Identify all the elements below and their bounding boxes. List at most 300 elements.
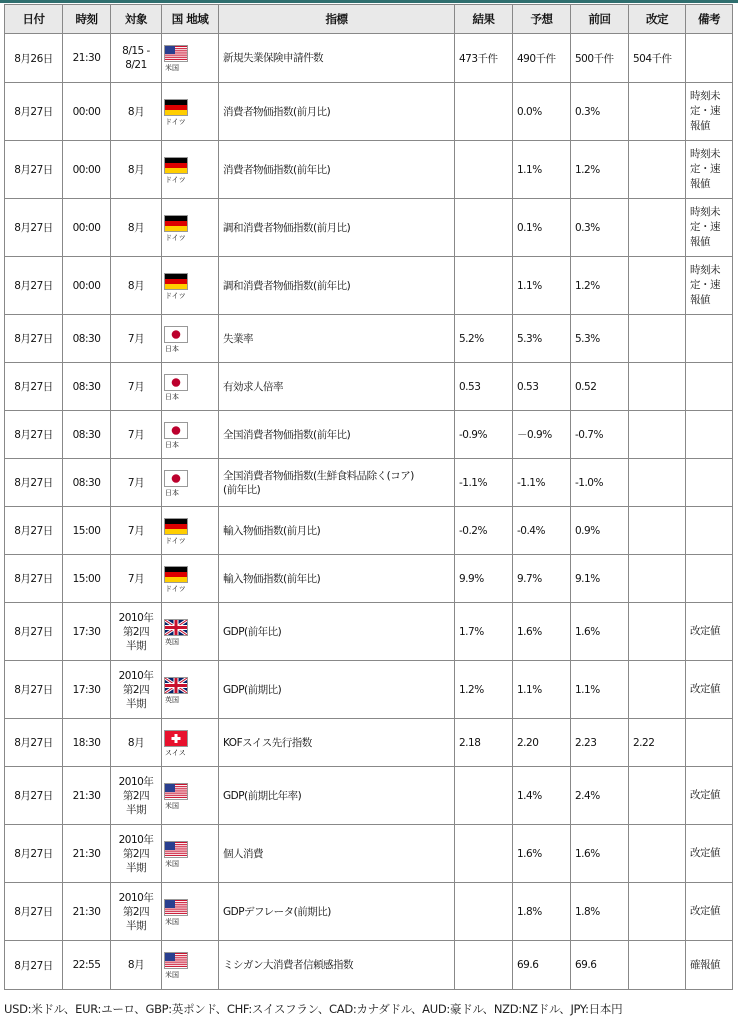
table-row: [5, 34, 733, 83]
result-cell: [455, 83, 513, 141]
country-flag: [165, 216, 193, 242]
country-cell: [162, 719, 219, 767]
previous-cell: 5.3%: [571, 315, 629, 363]
period-text: 2010年 第2四 半期: [118, 611, 154, 652]
period-text: 8月: [127, 736, 145, 749]
note-cell: [686, 719, 733, 767]
germany-flag-icon: [165, 567, 187, 582]
time-cell: 08:30: [63, 459, 111, 507]
table-row: [5, 459, 733, 507]
date-cell: 8月27日: [5, 825, 63, 883]
country-flag: [165, 274, 193, 300]
period-cell: [111, 411, 162, 459]
country-label: 日本: [165, 488, 179, 497]
period-cell: [111, 825, 162, 883]
forecast-cell: 0.1%: [513, 199, 571, 257]
previous-cell: 1.2%: [571, 141, 629, 199]
result-cell: [455, 141, 513, 199]
time-cell: 00:00: [63, 257, 111, 315]
revised-cell: [629, 257, 686, 315]
germany-flag-icon: [165, 519, 187, 534]
indicator-text: 失業率: [223, 332, 253, 345]
time-cell: 08:30: [63, 363, 111, 411]
date-cell: 8月27日: [5, 363, 63, 411]
note-cell: [686, 603, 733, 661]
forecast-cell: －0.9%: [513, 411, 571, 459]
us-flag-icon: [165, 842, 187, 857]
previous-cell: 2.4%: [571, 767, 629, 825]
time-cell: 18:30: [63, 719, 111, 767]
header-time: 時刻: [63, 5, 111, 34]
table-row: [5, 941, 733, 990]
country-flag: [165, 784, 193, 810]
header-note: 備考: [686, 5, 733, 34]
indicator-text: GDPデフレータ(前期比): [223, 905, 331, 918]
country-cell: [162, 555, 219, 603]
country-label: 米国: [165, 801, 179, 810]
indicator-cell: [219, 883, 455, 941]
date-cell: 8月27日: [5, 883, 63, 941]
country-cell: [162, 825, 219, 883]
period-text: 7月: [127, 524, 145, 537]
note-cell: [686, 767, 733, 825]
revised-cell: [629, 825, 686, 883]
period-cell: [111, 941, 162, 990]
period-cell: [111, 315, 162, 363]
indicator-text: GDP(前期比): [223, 683, 282, 696]
result-cell: 5.2%: [455, 315, 513, 363]
table-row: [5, 363, 733, 411]
previous-cell: 1.2%: [571, 257, 629, 315]
country-flag: [165, 158, 193, 184]
table-row: [5, 719, 733, 767]
previous-cell: 1.8%: [571, 883, 629, 941]
period-text: 2010年 第2四 半期: [118, 891, 154, 932]
table-row: [5, 883, 733, 941]
forecast-cell: 1.1%: [513, 661, 571, 719]
country-cell: [162, 941, 219, 990]
result-cell: -1.1%: [455, 459, 513, 507]
indicator-cell: [219, 603, 455, 661]
country-flag: [165, 953, 193, 979]
result-cell: -0.2%: [455, 507, 513, 555]
revised-cell: [629, 883, 686, 941]
note-text: 時刻未 定・速 報値: [690, 90, 720, 132]
indicator-cell: [219, 83, 455, 141]
header-forecast: 予想: [513, 5, 571, 34]
period-cell: [111, 363, 162, 411]
time-cell: 21:30: [63, 825, 111, 883]
country-label: スイス: [165, 748, 186, 757]
note-cell: [686, 825, 733, 883]
table-row: [5, 767, 733, 825]
time-cell: 15:00: [63, 555, 111, 603]
note-cell: [686, 411, 733, 459]
country-flag: [165, 567, 193, 593]
country-cell: [162, 363, 219, 411]
period-cell: [111, 661, 162, 719]
country-flag: [165, 519, 193, 545]
country-cell: [162, 459, 219, 507]
indicator-text: 全国消費者物価指数(生鮮食料品除く(コア) (前年比): [223, 469, 414, 496]
country-flag: [165, 46, 193, 72]
table-row: [5, 257, 733, 315]
period-text: 8/15 - 8/21: [122, 45, 150, 71]
table-row: [5, 199, 733, 257]
date-cell: 8月27日: [5, 507, 63, 555]
revised-cell: [629, 555, 686, 603]
period-cell: [111, 767, 162, 825]
revised-cell: [629, 83, 686, 141]
period-cell: [111, 719, 162, 767]
country-label: ドイツ: [165, 584, 186, 593]
period-cell: [111, 459, 162, 507]
indicator-cell: [219, 941, 455, 990]
time-cell: 00:00: [63, 199, 111, 257]
forecast-cell: 0.0%: [513, 83, 571, 141]
date-cell: 8月27日: [5, 719, 63, 767]
period-text: 8月: [127, 221, 145, 234]
forecast-cell: 490千件: [513, 34, 571, 83]
note-text: 改定値: [690, 789, 720, 801]
period-cell: [111, 199, 162, 257]
result-cell: [455, 883, 513, 941]
result-cell: 0.53: [455, 363, 513, 411]
period-cell: [111, 141, 162, 199]
indicator-cell: [219, 825, 455, 883]
period-text: 8月: [127, 959, 145, 971]
japan-flag-icon: [165, 327, 187, 342]
note-cell: [686, 141, 733, 199]
time-cell: 22:55: [63, 941, 111, 990]
time-cell: 21:30: [63, 34, 111, 83]
date-cell: 8月27日: [5, 941, 63, 990]
forecast-cell: 0.53: [513, 363, 571, 411]
revised-cell: [629, 459, 686, 507]
result-cell: 2.18: [455, 719, 513, 767]
indicator-text: 輸入物価指数(前年比): [223, 572, 321, 585]
note-text: 改定値: [690, 905, 720, 917]
indicator-text: 有効求人倍率: [223, 380, 283, 393]
note-text: 改定値: [690, 847, 720, 859]
previous-cell: -0.7%: [571, 411, 629, 459]
economic-calendar-table: [4, 4, 733, 990]
period-text: 7月: [127, 572, 145, 585]
country-label: 日本: [165, 440, 179, 449]
indicator-cell: [219, 459, 455, 507]
period-text: 7月: [127, 476, 145, 489]
japan-flag-icon: [165, 471, 187, 486]
indicator-text: ミシガン大消費者信頼感指数: [223, 959, 353, 971]
revised-cell: 504千件: [629, 34, 686, 83]
date-cell: 8月27日: [5, 199, 63, 257]
date-cell: 8月27日: [5, 603, 63, 661]
country-label: ドイツ: [165, 536, 186, 545]
period-cell: [111, 257, 162, 315]
country-cell: [162, 141, 219, 199]
indicator-cell: [219, 555, 455, 603]
period-text: 2010年 第2四 半期: [118, 833, 154, 874]
indicator-text: 輸入物価指数(前月比): [223, 524, 321, 537]
us-flag-icon: [165, 46, 187, 61]
revised-cell: [629, 411, 686, 459]
forecast-cell: 9.7%: [513, 555, 571, 603]
previous-cell: -1.0%: [571, 459, 629, 507]
country-label: ドイツ: [165, 233, 186, 242]
period-text: 8月: [127, 163, 145, 176]
header-period: 対象: [111, 5, 162, 34]
note-text: 確報値: [690, 958, 720, 971]
revised-cell: [629, 363, 686, 411]
period-text: 2010年 第2四 半期: [118, 775, 154, 816]
indicator-cell: [219, 411, 455, 459]
revised-cell: [629, 603, 686, 661]
country-cell: [162, 34, 219, 83]
indicator-cell: [219, 661, 455, 719]
period-text: 7月: [127, 428, 145, 441]
forecast-cell: 1.4%: [513, 767, 571, 825]
uk-flag-icon: [165, 620, 187, 635]
table-row: [5, 603, 733, 661]
indicator-cell: [219, 315, 455, 363]
country-cell: [162, 83, 219, 141]
period-cell: [111, 555, 162, 603]
time-cell: 17:30: [63, 603, 111, 661]
country-flag: [165, 100, 193, 126]
period-text: 7月: [127, 380, 145, 393]
header-revised: 改定: [629, 5, 686, 34]
result-cell: 1.2%: [455, 661, 513, 719]
country-flag: [165, 375, 193, 401]
period-cell: [111, 603, 162, 661]
country-cell: [162, 603, 219, 661]
note-cell: [686, 315, 733, 363]
date-cell: 8月27日: [5, 83, 63, 141]
date-cell: 8月27日: [5, 767, 63, 825]
germany-flag-icon: [165, 216, 187, 231]
time-cell: 15:00: [63, 507, 111, 555]
note-cell: [686, 459, 733, 507]
forecast-cell: 1.6%: [513, 825, 571, 883]
currency-legend: USD:米ドル、EUR:ユーロ、GBP:英ポンド、CHF:スイスフラン、CAD:カナダドル、AUD:豪ドル、NZD:NZドル、JPY:日本円: [4, 1002, 623, 1016]
period-cell: [111, 507, 162, 555]
table-row: [5, 411, 733, 459]
header-previous: 前回: [571, 5, 629, 34]
revised-cell: [629, 315, 686, 363]
result-cell: 473千件: [455, 34, 513, 83]
country-label: 米国: [165, 64, 179, 72]
germany-flag-icon: [165, 274, 187, 289]
country-cell: [162, 315, 219, 363]
previous-cell: 9.1%: [571, 555, 629, 603]
note-cell: [686, 363, 733, 411]
date-cell: 8月27日: [5, 661, 63, 719]
country-flag: [165, 900, 193, 926]
us-flag-icon: [165, 784, 187, 799]
country-label: ドイツ: [165, 291, 186, 300]
swiss-flag-icon: [165, 731, 187, 746]
forecast-cell: -1.1%: [513, 459, 571, 507]
result-cell: -0.9%: [455, 411, 513, 459]
indicator-text: 消費者物価指数(前月比): [223, 105, 331, 118]
country-flag: [165, 842, 193, 868]
indicator-text: 消費者物価指数(前年比): [223, 163, 331, 176]
result-cell: 1.7%: [455, 603, 513, 661]
period-text: 7月: [127, 332, 145, 345]
indicator-text: 調和消費者物価指数(前年比): [223, 279, 351, 292]
time-cell: 21:30: [63, 883, 111, 941]
indicator-text: 全国消費者物価指数(前年比): [223, 428, 351, 441]
forecast-cell: 1.6%: [513, 603, 571, 661]
time-cell: 08:30: [63, 411, 111, 459]
us-flag-icon: [165, 953, 187, 968]
indicator-text: GDP(前期比年率): [223, 789, 302, 802]
result-cell: [455, 767, 513, 825]
table-row: [5, 507, 733, 555]
indicator-cell: [219, 34, 455, 83]
result-cell: 9.9%: [455, 555, 513, 603]
period-cell: [111, 34, 162, 83]
header-indicator: 指標: [219, 5, 455, 34]
calendar-container: [4, 4, 732, 990]
country-cell: [162, 883, 219, 941]
note-text: 改定値: [690, 683, 720, 695]
indicator-text: 調和消費者物価指数(前月比): [223, 221, 351, 234]
table-row: [5, 141, 733, 199]
country-label: 米国: [165, 917, 179, 926]
germany-flag-icon: [165, 158, 187, 173]
table-row: [5, 555, 733, 603]
result-cell: [455, 199, 513, 257]
header-date: 日付: [5, 5, 63, 34]
indicator-text: 新規失業保険申請件数: [223, 52, 323, 64]
forecast-cell: -0.4%: [513, 507, 571, 555]
previous-cell: 1.6%: [571, 825, 629, 883]
previous-cell: 1.6%: [571, 603, 629, 661]
revised-cell: [629, 661, 686, 719]
us-flag-icon: [165, 900, 187, 915]
time-cell: 08:30: [63, 315, 111, 363]
note-cell: [686, 555, 733, 603]
indicator-cell: [219, 199, 455, 257]
country-label: 英国: [165, 695, 179, 704]
indicator-text: KOFスイス先行指数: [223, 736, 312, 749]
top-border: [0, 0, 738, 3]
country-cell: [162, 257, 219, 315]
country-label: 米国: [165, 859, 179, 868]
table-row: [5, 83, 733, 141]
country-flag: [165, 327, 193, 353]
country-flag: [165, 678, 193, 704]
result-cell: [455, 257, 513, 315]
indicator-cell: [219, 257, 455, 315]
country-cell: [162, 767, 219, 825]
country-flag: [165, 620, 193, 646]
country-flag: [165, 423, 193, 449]
date-cell: 8月27日: [5, 411, 63, 459]
note-text: 時刻未 定・速 報値: [690, 264, 720, 306]
revised-cell: [629, 941, 686, 990]
header-country: 国 地域: [162, 5, 219, 34]
revised-cell: [629, 767, 686, 825]
country-label: ドイツ: [165, 117, 186, 126]
time-cell: 17:30: [63, 661, 111, 719]
time-cell: 00:00: [63, 141, 111, 199]
forecast-cell: 5.3%: [513, 315, 571, 363]
date-cell: 8月27日: [5, 555, 63, 603]
country-cell: [162, 199, 219, 257]
country-label: ドイツ: [165, 175, 186, 184]
revised-cell: [629, 199, 686, 257]
note-cell: [686, 883, 733, 941]
forecast-cell: 69.6: [513, 941, 571, 990]
period-text: 8月: [127, 279, 145, 292]
result-cell: [455, 825, 513, 883]
forecast-cell: 1.1%: [513, 257, 571, 315]
indicator-cell: [219, 141, 455, 199]
period-text: 2010年 第2四 半期: [118, 669, 154, 710]
indicator-text: GDP(前年比): [223, 625, 282, 638]
previous-cell: 0.52: [571, 363, 629, 411]
germany-flag-icon: [165, 100, 187, 115]
country-cell: [162, 411, 219, 459]
note-cell: [686, 661, 733, 719]
uk-flag-icon: [165, 678, 187, 693]
date-cell: 8月27日: [5, 141, 63, 199]
period-cell: [111, 883, 162, 941]
time-cell: 00:00: [63, 83, 111, 141]
previous-cell: 0.9%: [571, 507, 629, 555]
note-text: 時刻未 定・速 報値: [690, 148, 720, 190]
header-result: 結果: [455, 5, 513, 34]
date-cell: 8月26日: [5, 34, 63, 83]
period-cell: [111, 83, 162, 141]
note-text: 時刻未 定・速 報値: [690, 206, 720, 248]
previous-cell: 0.3%: [571, 199, 629, 257]
previous-cell: 1.1%: [571, 661, 629, 719]
table-row: [5, 315, 733, 363]
country-label: 日本: [165, 392, 179, 401]
country-flag: [165, 471, 193, 497]
previous-cell: 500千件: [571, 34, 629, 83]
date-cell: 8月27日: [5, 315, 63, 363]
result-cell: [455, 941, 513, 990]
revised-cell: [629, 507, 686, 555]
previous-cell: 0.3%: [571, 83, 629, 141]
revised-cell: 2.22: [629, 719, 686, 767]
note-cell: [686, 34, 733, 83]
period-text: 8月: [127, 105, 145, 118]
table-row: [5, 661, 733, 719]
indicator-cell: [219, 507, 455, 555]
indicator-text: 個人消費: [223, 847, 263, 860]
revised-cell: [629, 141, 686, 199]
previous-cell: 69.6: [571, 941, 629, 990]
country-label: 英国: [165, 637, 179, 646]
note-cell: [686, 941, 733, 990]
japan-flag-icon: [165, 423, 187, 438]
note-cell: [686, 257, 733, 315]
note-cell: [686, 507, 733, 555]
indicator-cell: [219, 363, 455, 411]
forecast-cell: 1.8%: [513, 883, 571, 941]
note-text: 改定値: [690, 625, 720, 637]
country-cell: [162, 661, 219, 719]
country-flag: [165, 731, 193, 757]
forecast-cell: 1.1%: [513, 141, 571, 199]
date-cell: 8月27日: [5, 257, 63, 315]
header-row: [5, 5, 733, 34]
